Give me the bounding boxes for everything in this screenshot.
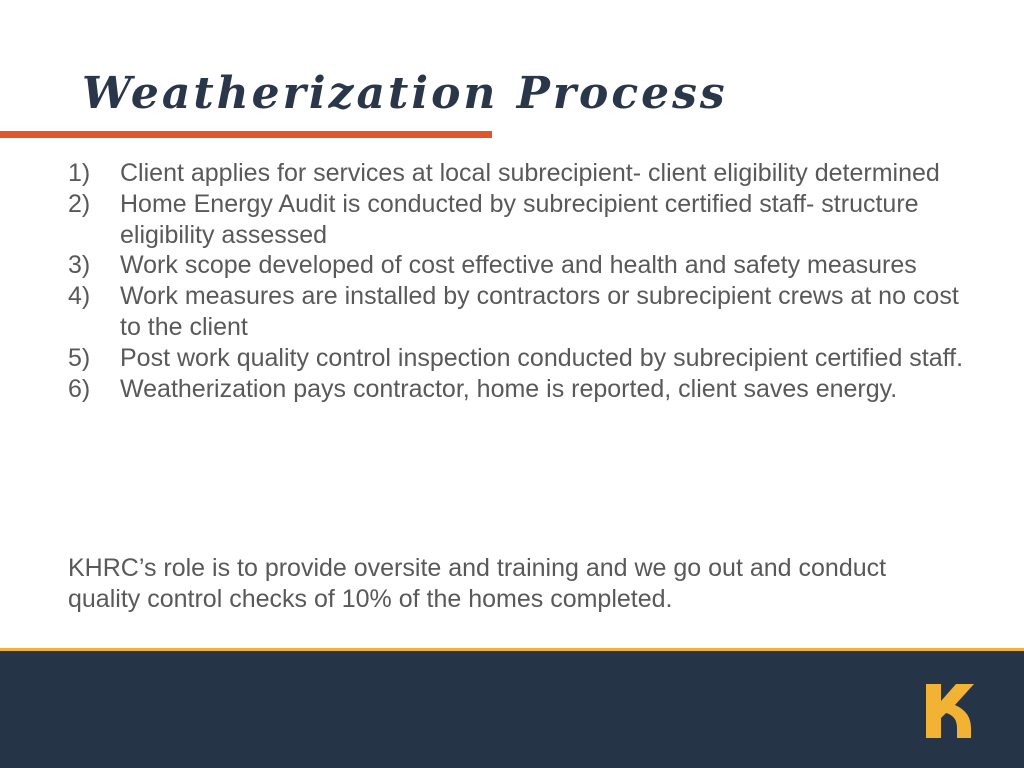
step-text: Work scope developed of cost effective and health and safety measures — [120, 251, 917, 280]
step-text: Weatherization pays contractor, home is reported, client saves energy. — [120, 374, 898, 403]
footer-bar — [0, 651, 1024, 768]
step-text: Client applies for services at local subrecipient- client eligibility determined — [120, 159, 940, 187]
list-item — [68, 343, 968, 374]
step-text: Post work quality control inspection conducted by subrecipient certified staff. — [120, 343, 964, 372]
step-text: Home Energy Audit is conducted by subrecipient certified staff- structure eligibility assessed — [120, 189, 919, 249]
title-underline — [0, 131, 492, 138]
step-number: 2) — [68, 189, 91, 218]
slide-title: Weatherization Process — [82, 68, 728, 119]
list-item — [68, 158, 968, 189]
list-item — [68, 250, 968, 281]
khrc-role-note: KHRC’s role is to provide oversite and training and we go out and conduct quality control checks of 10% of the homes completed. — [68, 554, 887, 613]
step-number: 1) — [68, 159, 91, 187]
step-number: 5) — [68, 343, 91, 372]
step-number: 6) — [68, 374, 91, 403]
list-item — [68, 281, 968, 343]
step-text: Work measures are installed by contractors or subrecipient crews at no cost to the client — [120, 282, 959, 341]
step-number: 3) — [68, 251, 91, 280]
step-number: 4) — [68, 282, 91, 311]
list-item — [68, 374, 968, 405]
k-logo-icon — [924, 682, 978, 740]
process-steps-list — [68, 158, 968, 404]
list-item — [68, 189, 968, 251]
